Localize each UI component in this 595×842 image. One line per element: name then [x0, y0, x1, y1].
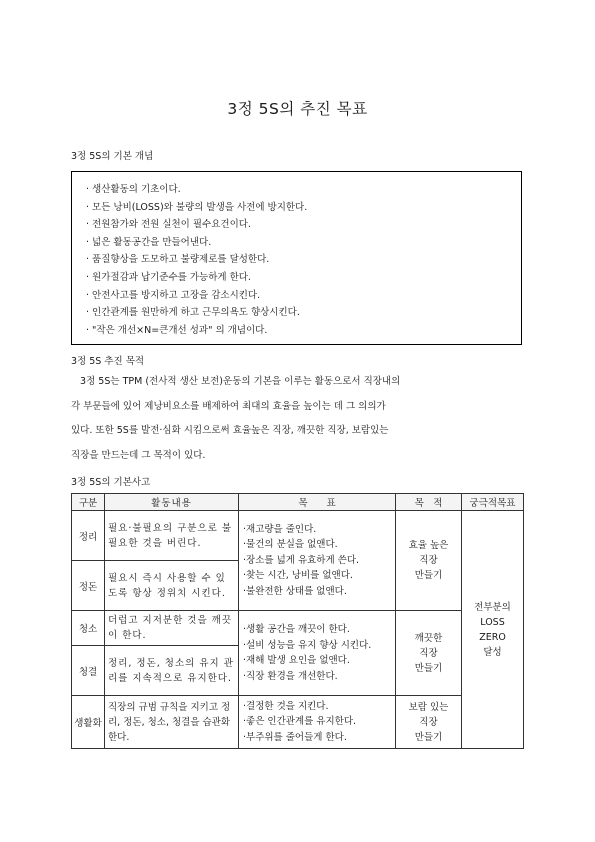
goal-cell-1 — [239, 511, 396, 611]
table-row — [72, 511, 524, 561]
goal-line: ·재해 발생 요인을 없앤다. — [243, 655, 350, 666]
goal-line: ·설비 성능을 유지 향상 시킨다. — [243, 639, 372, 651]
ultimate-line: 전부분의 — [474, 601, 511, 613]
row-category: 정돈 — [72, 561, 105, 611]
concept-item: · 품질향상을 도모하고 불량제로를 달성한다. — [86, 254, 270, 266]
concept-box — [71, 171, 522, 345]
row-content: 필요시 즉시 사용할 수 있도록 항상 정위치 시킨다. — [105, 561, 239, 611]
row-category: 청결 — [72, 646, 105, 696]
concept-item: · 인간관계를 원만하게 하고 근무의욕도 향상시킨다. — [86, 307, 300, 319]
row-content: 정리, 정돈, 청소의 유지 관리를 지속적으로 유지한다. — [105, 646, 239, 696]
goal-line: ·직장 환경을 개선한다. — [243, 670, 338, 682]
purpose-cell-1 — [396, 511, 462, 611]
goal-cell-3 — [239, 696, 396, 749]
concept-item: · 원가절감과 납기준수를 가능하게 한다. — [86, 271, 251, 283]
purpose-line: 각 부문들에 있어 제낭비요소를 배제하여 최대의 효율을 높이는 데 그 의의가 — [71, 400, 386, 412]
basics-heading: 3정 5S의 기본사고 — [71, 477, 151, 488]
goal-line: ·좋은 인간관계를 유지한다. — [243, 716, 357, 728]
row-content: 더럽고 지저분한 것을 깨끗이 한다. — [105, 611, 239, 646]
header-ultimate: 궁극적목표 — [462, 494, 524, 511]
ultimate-line: 달성 — [483, 646, 502, 658]
goal-line: ·찾는 시간, 낭비를 없앤다. — [243, 570, 353, 582]
purpose-heading: 3정 5S 추진 목적 — [71, 356, 145, 367]
purpose-line: 만들기 — [414, 662, 443, 674]
ultimate-goal-cell — [462, 511, 524, 749]
concept-item: · 전원참가와 전원 실천이 필수요건이다. — [86, 219, 251, 231]
basics-table — [71, 493, 524, 749]
header-purpose: 목 적 — [396, 494, 462, 511]
ultimate-line: ZERO — [479, 631, 506, 643]
table-header-row — [72, 494, 524, 511]
concept-heading: 3정 5S의 기본 개념 — [71, 151, 154, 162]
row-content: 필요·불필요의 구분으로 불필요한 것을 버린다. — [105, 511, 239, 561]
goal-line: ·생활 공간을 깨끗이 한다. — [243, 624, 350, 635]
purpose-line: 직장 — [419, 647, 438, 659]
purpose-line: 만들기 — [414, 731, 443, 743]
purpose-line: 보람 있는 — [408, 701, 449, 713]
goal-line: ·재고량을 줄인다. — [243, 523, 317, 535]
header-content: 활동내용 — [105, 494, 239, 511]
table-row — [72, 696, 524, 749]
purpose-line: 직장을 만드는데 그 목적이 있다. — [71, 449, 206, 461]
purpose-line: 직장 — [419, 716, 438, 728]
row-content: 직장의 규범 규칙을 지키고 정리, 정돈, 청소, 청결을 습관화 한다. — [105, 696, 239, 749]
row-category: 정리 — [72, 511, 105, 561]
purpose-cell-3 — [396, 696, 462, 749]
purpose-line: 직장 — [419, 555, 438, 566]
goal-line: ·결정한 것을 지킨다. — [243, 700, 329, 712]
goal-line: ·부주위를 줄어들게 한다. — [243, 731, 347, 743]
concept-item: · 생산활동의 기초이다. — [86, 184, 181, 195]
goal-line: ·장소를 넓게 유효하게 쓴다. — [243, 554, 360, 566]
row-category: 생활화 — [72, 696, 105, 749]
purpose-paragraph — [71, 370, 531, 468]
concept-item: · 넓은 활동공간을 만들어낸다. — [86, 236, 212, 248]
page-title: 3정 5S의 추진 목표 — [227, 100, 368, 118]
goal-line: ·불완전한 상태를 없앤다. — [243, 585, 347, 597]
concept-item: · 안전사고를 방지하고 고장을 감소시킨다. — [86, 289, 261, 301]
concept-item: · 모든 낭비(LOSS)와 불량의 발생을 사전에 방지한다. — [86, 201, 308, 213]
goal-cell-2 — [239, 611, 396, 696]
concept-item: · "작은 개선×N=큰개선 성과" 의 개념이다. — [86, 324, 268, 336]
table-row — [72, 611, 524, 646]
header-goal: 목 표 — [239, 494, 396, 511]
row-category: 청소 — [72, 611, 105, 646]
purpose-cell-2 — [396, 611, 462, 696]
purpose-line: 효율 높은 — [408, 540, 449, 551]
goal-line: ·물건의 분실을 없앤다. — [243, 539, 338, 551]
purpose-line: 깨끗한 — [414, 632, 443, 644]
header-category: 구분 — [72, 494, 105, 511]
ultimate-line: LOSS — [480, 616, 505, 628]
purpose-line: 만들기 — [414, 570, 443, 581]
purpose-line: 있다. 또한 5S를 발전·심화 시킴으로써 효율높은 직장, 깨끗한 직장, 보람있는 — [71, 425, 389, 436]
purpose-line: 3정 5S는 TPM (전사적 생산 보전)운동의 기본을 이루는 활동으로서 직장내의 — [71, 376, 401, 387]
